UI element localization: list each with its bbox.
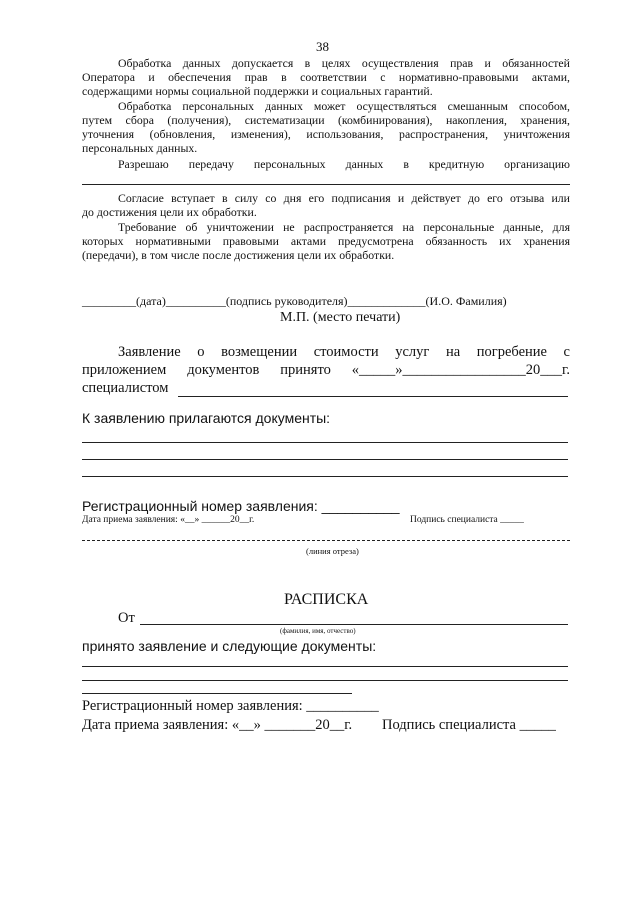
receipt-doc-line-1[interactable] — [82, 666, 568, 667]
page-number: 38 — [316, 39, 329, 54]
consent-p1-line1: Обработка данных допускается в целях осуществления прав и обязанностей — [118, 56, 570, 70]
attachment-line-3[interactable] — [82, 476, 568, 477]
stamp-place: М.П. (место печати) — [280, 310, 401, 325]
signature-row: _________(дата)__________(подпись руководителя)_____________(И.О. Фамилия) — [82, 294, 507, 308]
consent-p2-line2: путем сбора (получения), систематизации (комбинирования), накопления, хранения, — [82, 113, 570, 127]
receipt-from-caption: (фамилия, имя, отчество) — [280, 627, 356, 635]
application-line1: Заявление о возмещении стоимости услуг на погребение с — [118, 344, 570, 360]
registration-number: Регистрационный номер заявления: __________ — [82, 498, 400, 514]
consent-p1-line3: содержащими нормы социальной поддержки и социальных гарантий. — [82, 84, 433, 98]
application-line3: специалистом — [82, 380, 169, 396]
registration-signature: Подпись специалиста _____ — [410, 515, 524, 525]
receipt-signature: Подпись специалиста _____ — [382, 717, 556, 733]
consent-p3-line1: Согласие вступает в силу со дня его подписания и действует до его отзыва или — [118, 191, 570, 205]
receipt-doc-line-3[interactable] — [82, 693, 352, 694]
receipt-accepted: принято заявление и следующие документы: — [82, 638, 377, 654]
attachment-line-1[interactable] — [82, 442, 568, 443]
application-line2: приложением документов принято «_____»_________________20___г. — [82, 362, 570, 378]
bank-name-field[interactable] — [82, 184, 570, 185]
receipt-from-label: От — [118, 610, 135, 626]
consent-p3-line2: до достижения цели их обработки. — [82, 205, 257, 219]
consent-p4-line2: которых нормативными правовыми актами предусмотрена обязанность их хранения — [82, 234, 570, 248]
receipt-from-field[interactable] — [140, 624, 568, 625]
cut-line — [82, 540, 570, 541]
registration-date: Дата приема заявления: «__» ______20__г. — [82, 515, 255, 525]
attachments-title: К заявлению прилагаются документы: — [82, 410, 331, 426]
transfer-permission: Разрешаю передачу персональных данных в кредитную организацию — [118, 157, 570, 171]
attachment-line-2[interactable] — [82, 459, 568, 460]
cut-line-label: (линия отреза) — [306, 546, 359, 556]
specialist-name-field[interactable] — [178, 396, 568, 397]
consent-p2-line3: уточнения (обновления, изменения), использования, распространения, уничтожения — [82, 127, 570, 141]
consent-p1-line2: Оператора и обеспечения прав в соответствии с нормативно-правовыми актами, — [82, 70, 570, 84]
receipt-doc-line-2[interactable] — [82, 680, 568, 681]
consent-p4-line1: Требование об уничтожении не распространяется на персональные данные, для — [118, 220, 570, 234]
receipt-title: РАСПИСКА — [284, 591, 369, 608]
consent-p2-line4: персональных данных. — [82, 141, 198, 155]
receipt-reg-number: Регистрационный номер заявления: __________ — [82, 698, 379, 714]
consent-p2-line1: Обработка персональных данных может осуществляться смешанным способом, — [118, 99, 570, 113]
consent-p4-line3: (передачи), в том числе после достижения цели их обработки. — [82, 248, 395, 262]
receipt-date: Дата приема заявления: «__» _______20__г. — [82, 717, 353, 733]
